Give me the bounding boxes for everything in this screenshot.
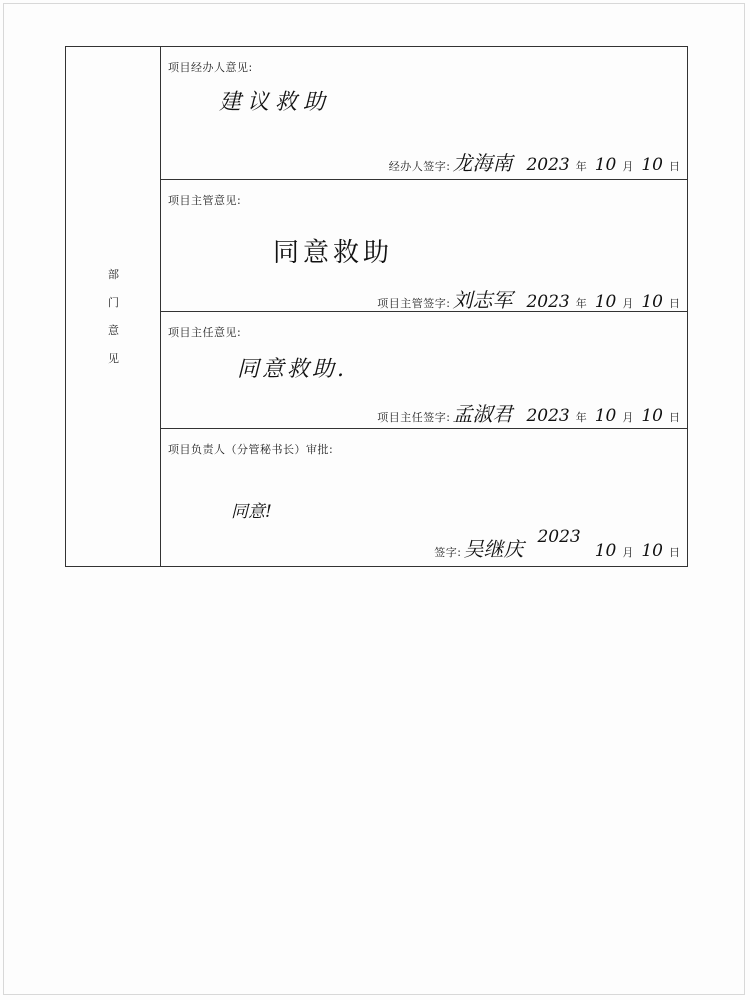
day-value: 10 <box>641 155 663 175</box>
dept-label-char: 门 <box>108 296 119 309</box>
day-value: 10 <box>641 541 663 561</box>
month-value: 10 <box>594 541 617 561</box>
leader-approval-section <box>161 428 688 566</box>
supervisor-opinion-section <box>161 179 688 311</box>
dept-label-char: 意 <box>108 324 119 337</box>
year-value: 2023 <box>537 527 581 547</box>
department-opinion-form <box>65 46 688 567</box>
day-unit: 日 <box>669 546 680 559</box>
section-label: 项目主任意见: <box>168 326 242 339</box>
month-unit: 月 <box>622 411 634 424</box>
month-value: 10 <box>594 406 617 426</box>
signature-line <box>389 147 680 176</box>
day-value: 10 <box>641 292 663 312</box>
director-opinion-section <box>161 311 688 428</box>
year-unit: 年 <box>575 411 587 424</box>
month-unit: 月 <box>622 297 634 310</box>
month-unit: 月 <box>622 546 634 559</box>
day-unit: 日 <box>669 411 680 424</box>
year-value: 2023 <box>526 406 570 426</box>
signature-line <box>377 398 680 427</box>
signature-label: 项目主管签字: <box>377 297 451 310</box>
year-value: 2023 <box>526 292 570 312</box>
handler-opinion-section <box>161 47 688 179</box>
handwritten-signature: 孟淑君 <box>452 402 513 426</box>
handwritten-signature: 吴继庆 <box>463 537 524 561</box>
signature-label: 经办人签字: <box>388 160 451 173</box>
signature-line <box>377 284 680 313</box>
handwritten-signature: 龙海南 <box>452 151 513 175</box>
department-opinion-column <box>66 47 161 566</box>
handwritten-opinion: 同意救助 <box>273 238 394 268</box>
signature-label: 项目主任签字: <box>377 411 451 424</box>
day-value: 10 <box>641 406 663 426</box>
year-unit: 年 <box>575 160 587 173</box>
day-unit: 日 <box>669 160 680 173</box>
handwritten-opinion: 建议救助 <box>219 90 332 115</box>
department-opinion-label <box>66 261 161 373</box>
handwritten-opinion: 同意! <box>231 502 272 522</box>
year-value: 2023 <box>526 155 570 175</box>
dept-label-char: 见 <box>108 352 119 365</box>
dept-label-char: 部 <box>108 268 119 281</box>
section-label: 项目负责人（分管秘书长）审批: <box>168 443 334 456</box>
handwritten-signature: 刘志军 <box>452 288 513 312</box>
handwritten-opinion: 同意救助. <box>237 357 347 382</box>
signature-label: 签字: <box>434 546 462 559</box>
year-unit: 年 <box>575 297 587 310</box>
section-label: 项目主管意见: <box>168 194 242 207</box>
month-value: 10 <box>594 292 617 312</box>
day-unit: 日 <box>669 297 680 310</box>
month-value: 10 <box>594 155 617 175</box>
month-unit: 月 <box>622 160 634 173</box>
section-label: 项目经办人意见: <box>168 61 253 74</box>
signature-line <box>434 527 680 562</box>
